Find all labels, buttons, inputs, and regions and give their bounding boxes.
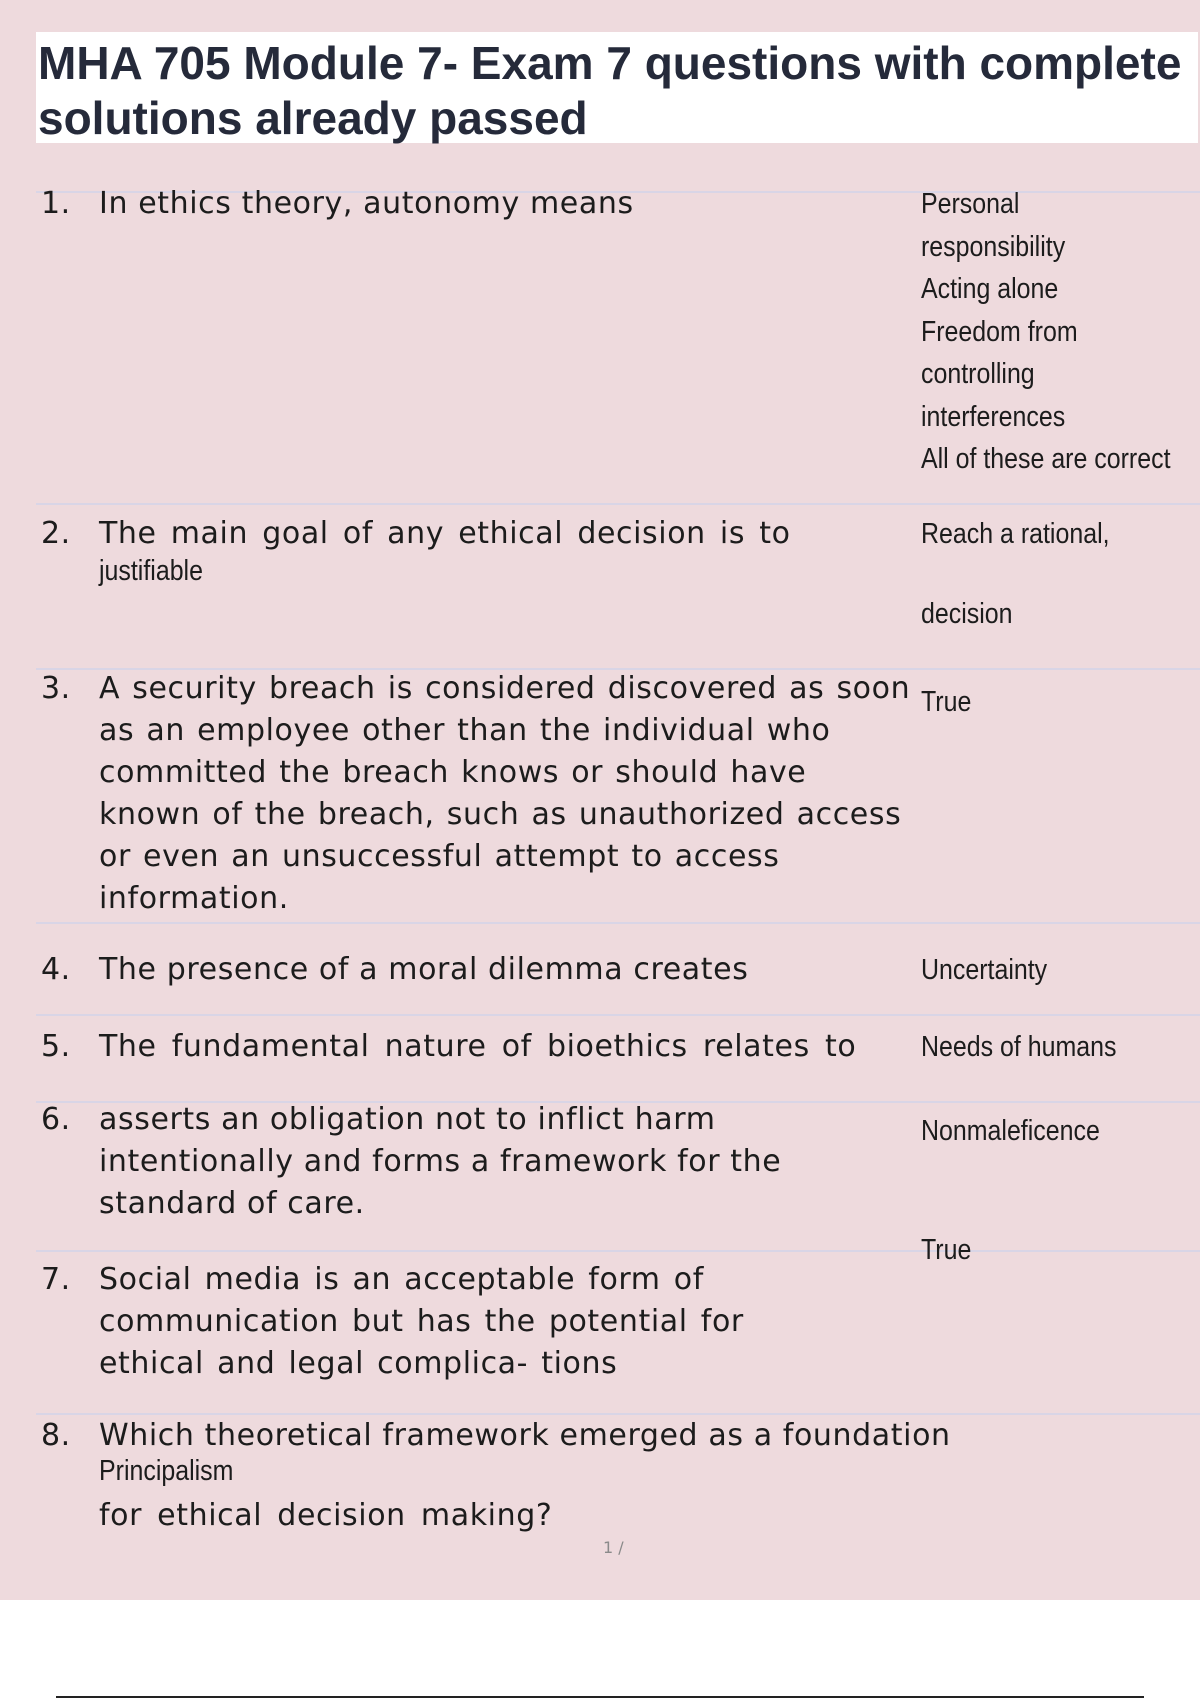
answer: True <box>921 1234 972 1266</box>
question-number: 7. <box>41 1262 71 1297</box>
divider <box>36 922 1200 924</box>
answer: Uncertainty <box>921 954 1048 986</box>
question-number: 1. <box>41 186 71 221</box>
question-number: 6. <box>41 1102 71 1137</box>
question-text-continued: for ethical decision making? <box>99 1498 553 1533</box>
answer: Nonmaleficence <box>921 1115 1100 1147</box>
question-text-continued: justifiable <box>99 555 203 587</box>
answer: Personal responsibility Acting alone Freedom from controlling interferences All of these are correct <box>921 188 1171 475</box>
question-number: 4. <box>41 952 71 987</box>
question-text: The presence of a moral dilemma creates <box>99 952 749 987</box>
question-text: Which theoretical framework emerged as a foundation <box>99 1418 951 1453</box>
question-number: 5. <box>41 1029 71 1064</box>
question-text: asserts an obligation not to inflict harm intentionally and forms a framework for the standard of care. <box>99 1102 782 1221</box>
answer: Needs of humans <box>921 1031 1117 1063</box>
divider <box>36 1014 1200 1016</box>
answer: True <box>921 686 972 718</box>
question-number: 2. <box>41 516 71 551</box>
question-text: Social media is an acceptable form of communication but has the potential for ethical and legal complica- tions <box>99 1262 744 1381</box>
page-number: 1 / <box>603 1538 624 1557</box>
question-number: 3. <box>41 671 71 706</box>
question-number: 8. <box>41 1418 71 1453</box>
answer: Principalism <box>99 1455 234 1487</box>
answer: Reach a rational, decision <box>921 518 1110 630</box>
page-title: MHA 705 Module 7- Exam 7 questions with complete solutions already passed <box>38 37 1182 144</box>
question-text: The fundamental nature of bioethics relates to <box>99 1029 857 1064</box>
question-text: In ethics theory, autonomy means <box>99 186 634 221</box>
title-box <box>36 32 1198 143</box>
question-text: A security breach is considered discovered as soon as an employee other than the individual who committed the breach knows or should have known of the breach, such as unauthorized access or even an unsuccessful attempt to access information. <box>99 671 911 916</box>
question-text: The main goal of any ethical decision is to <box>99 516 791 551</box>
divider <box>36 503 1200 505</box>
footer-rule <box>56 1696 1144 1698</box>
divider <box>36 1250 1200 1252</box>
